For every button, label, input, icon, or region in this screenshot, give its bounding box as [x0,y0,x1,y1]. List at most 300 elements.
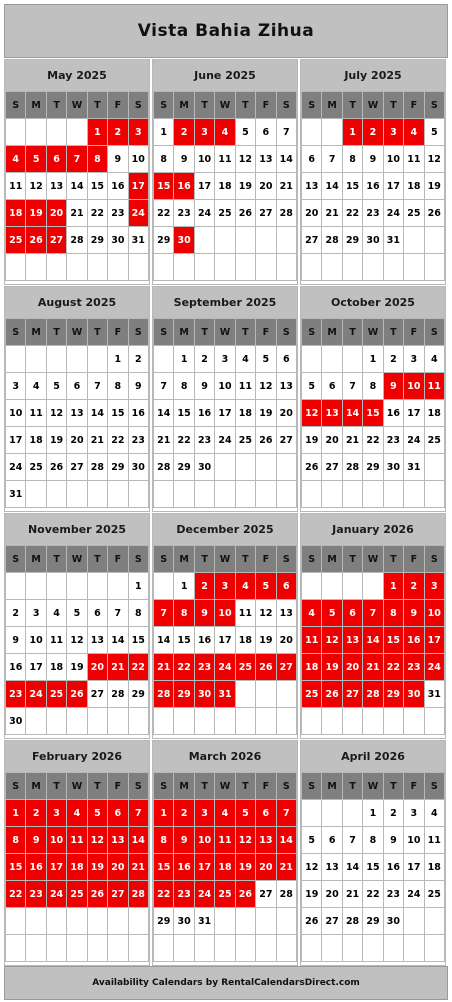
day-cell: 16 [108,173,128,200]
weekday-header: T [194,773,214,800]
day-cell-empty [404,481,424,508]
day-cell-empty [87,573,107,600]
day-cell-booked: 25 [215,881,235,908]
weekday-header: M [174,92,194,119]
day-cell-empty [322,935,342,962]
month-table [5,545,149,735]
weekday-header: T [87,319,107,346]
month-table [153,91,297,281]
day-cell: 19 [302,427,322,454]
day-cell-booked: 18 [302,654,322,681]
day-cell: 7 [108,600,128,627]
day-cell-booked: 3 [46,800,66,827]
day-cell: 7 [154,373,174,400]
day-cell-empty [424,935,444,962]
day-cell: 22 [363,427,383,454]
weekday-header: S [154,319,174,346]
day-cell: 13 [276,600,296,627]
day-cell-booked: 6 [108,800,128,827]
day-cell: 1 [363,346,383,373]
day-cell-booked: 25 [235,654,255,681]
weekday-header: F [256,546,276,573]
day-cell: 26 [302,454,322,481]
day-cell-booked: 12 [235,827,255,854]
month-table [301,772,445,962]
weekday-header: S [276,319,296,346]
day-cell-booked: 22 [6,881,26,908]
day-cell-booked: 3 [215,573,235,600]
day-cell: 15 [174,627,194,654]
day-cell: 26 [46,454,66,481]
weekday-header: S [302,546,322,573]
weekday-header: W [67,319,87,346]
day-cell-empty [87,481,107,508]
day-cell: 1 [154,119,174,146]
month-calendar [300,59,446,285]
day-cell-booked: 18 [6,200,26,227]
day-cell-booked: 15 [154,854,174,881]
day-cell-empty [322,346,342,373]
day-cell: 18 [235,627,255,654]
weekday-header: F [404,546,424,573]
day-cell: 27 [256,881,276,908]
day-cell-empty [128,481,148,508]
day-cell-booked: 30 [194,681,214,708]
day-cell: 8 [363,373,383,400]
day-cell-empty [46,119,66,146]
day-cell-empty [363,254,383,281]
day-cell: 23 [383,427,403,454]
day-cell-empty [215,227,235,254]
day-cell: 12 [256,373,276,400]
day-cell-empty [256,481,276,508]
day-cell: 17 [6,427,26,454]
day-cell: 16 [383,854,403,881]
day-cell: 7 [342,373,362,400]
weekday-header: F [256,319,276,346]
day-cell: 6 [256,119,276,146]
weekday-header: F [256,92,276,119]
day-cell: 25 [424,881,444,908]
day-cell-empty [256,681,276,708]
day-cell-booked: 26 [26,227,46,254]
day-cell-empty [424,227,444,254]
weekday-header: T [342,773,362,800]
day-cell-booked: 21 [128,854,148,881]
footer-credit[interactable]: Availability Calendars by RentalCalendarsDirect.com [4,966,448,1000]
day-cell-booked: 23 [26,881,46,908]
day-cell-empty [424,454,444,481]
day-cell-empty [87,254,107,281]
day-cell: 4 [424,346,444,373]
day-cell-empty [26,908,46,935]
day-cell-empty [108,908,128,935]
day-cell: 31 [194,908,214,935]
day-cell: 8 [363,827,383,854]
day-cell-booked: 11 [67,827,87,854]
day-cell-empty [256,227,276,254]
day-cell-empty [6,573,26,600]
day-cell-empty [87,346,107,373]
day-cell-booked: 16 [404,627,424,654]
day-cell-empty [26,708,46,735]
weekday-header: W [215,773,235,800]
day-cell-booked: 22 [174,654,194,681]
day-cell: 7 [322,146,342,173]
day-cell: 14 [322,173,342,200]
day-cell: 30 [174,908,194,935]
day-cell: 15 [108,400,128,427]
weekday-header: T [194,319,214,346]
day-cell: 12 [302,854,322,881]
day-cell: 23 [174,200,194,227]
day-cell-booked: 4 [6,146,26,173]
day-cell-booked: 17 [194,854,214,881]
day-cell: 9 [194,373,214,400]
day-cell-booked: 18 [67,854,87,881]
day-cell: 20 [67,427,87,454]
day-cell-booked: 19 [87,854,107,881]
day-cell: 22 [174,427,194,454]
month-title: April 2026 [301,741,445,772]
weekday-header: W [363,546,383,573]
day-cell-booked: 9 [383,373,403,400]
weekday-header: T [46,546,66,573]
day-cell-empty [6,346,26,373]
weekday-header: W [363,773,383,800]
weekday-header: S [154,92,174,119]
day-cell: 4 [46,600,66,627]
day-cell: 13 [276,373,296,400]
weekday-header: F [108,92,128,119]
day-cell-empty [276,681,296,708]
day-cell-booked: 24 [128,200,148,227]
weekday-header: S [302,319,322,346]
day-cell-empty [302,119,322,146]
day-cell-empty [67,119,87,146]
day-cell-empty [108,481,128,508]
day-cell: 30 [194,454,214,481]
weekday-header: W [67,546,87,573]
day-cell: 14 [67,173,87,200]
weekday-header: M [322,92,342,119]
day-cell: 10 [194,146,214,173]
day-cell-booked: 26 [235,881,255,908]
month-table [153,545,297,735]
weekday-header: M [26,546,46,573]
day-cell: 21 [276,173,296,200]
day-cell: 19 [67,654,87,681]
day-cell: 27 [87,681,107,708]
weekday-header: T [46,319,66,346]
day-cell-empty [194,227,214,254]
day-cell: 8 [108,373,128,400]
weekday-header: T [46,92,66,119]
day-cell: 10 [215,373,235,400]
day-cell-booked: 3 [194,800,214,827]
day-cell: 2 [6,600,26,627]
day-cell: 12 [67,627,87,654]
day-cell-booked: 20 [256,854,276,881]
day-cell: 5 [302,373,322,400]
day-cell-empty [26,573,46,600]
weekday-header: S [6,773,26,800]
weekday-header: F [404,92,424,119]
day-cell-booked: 1 [383,573,403,600]
weekday-header: S [424,92,444,119]
day-cell-empty [67,481,87,508]
day-cell-booked: 25 [302,681,322,708]
day-cell: 18 [235,400,255,427]
day-cell-empty [67,573,87,600]
day-cell: 12 [26,173,46,200]
day-cell-booked: 26 [67,681,87,708]
day-cell-booked: 12 [322,627,342,654]
day-cell: 17 [26,654,46,681]
day-cell: 14 [276,146,296,173]
day-cell-empty [424,708,444,735]
day-cell-booked: 21 [108,654,128,681]
page-title: Vista Bahia Zihua [4,4,448,58]
day-cell-booked: 14 [276,827,296,854]
day-cell-empty [174,481,194,508]
day-cell-empty [363,935,383,962]
day-cell: 1 [174,346,194,373]
day-cell-booked: 20 [108,854,128,881]
day-cell-booked: 28 [363,681,383,708]
day-cell-empty [342,254,362,281]
day-cell: 1 [363,800,383,827]
day-cell: 25 [215,200,235,227]
day-cell: 5 [424,119,444,146]
day-cell: 12 [235,146,255,173]
day-cell: 21 [342,881,362,908]
day-cell: 7 [342,827,362,854]
month-table [153,772,297,962]
day-cell: 2 [194,346,214,373]
day-cell-empty [26,254,46,281]
day-cell-booked: 10 [46,827,66,854]
month-title: March 2026 [153,741,297,772]
day-cell: 5 [67,600,87,627]
day-cell-empty [194,481,214,508]
day-cell-empty [6,254,26,281]
day-cell-empty [67,254,87,281]
day-cell-empty [322,800,342,827]
day-cell: 22 [108,427,128,454]
month-calendar [4,740,150,966]
day-cell: 24 [6,454,26,481]
day-cell-empty [235,681,255,708]
day-cell: 29 [154,908,174,935]
day-cell-booked: 23 [6,681,26,708]
day-cell-booked: 20 [342,654,362,681]
day-cell: 16 [6,654,26,681]
day-cell-booked: 23 [194,654,214,681]
day-cell-empty [26,935,46,962]
weekday-header: W [67,92,87,119]
day-cell: 6 [87,600,107,627]
day-cell-empty [154,346,174,373]
weekday-header: M [174,773,194,800]
day-cell-booked: 15 [383,627,403,654]
day-cell: 31 [6,481,26,508]
weekday-header: T [235,546,255,573]
day-cell-empty [46,254,66,281]
day-cell-booked: 10 [404,373,424,400]
day-cell: 1 [108,346,128,373]
weekday-header: S [302,92,322,119]
day-cell-booked: 17 [128,173,148,200]
day-cell-empty [26,346,46,373]
day-cell-empty [6,119,26,146]
day-cell-booked: 1 [6,800,26,827]
day-cell-booked: 5 [235,800,255,827]
day-cell: 30 [128,454,148,481]
day-cell-empty [108,573,128,600]
day-cell: 29 [363,454,383,481]
weekday-header: M [174,319,194,346]
day-cell-booked: 1 [154,800,174,827]
day-cell: 28 [276,881,296,908]
day-cell-booked: 30 [404,681,424,708]
month-title: June 2025 [153,60,297,91]
day-cell-booked: 3 [383,119,403,146]
day-cell-empty [215,481,235,508]
day-cell-booked: 12 [302,400,322,427]
day-cell-empty [235,935,255,962]
day-cell-empty [256,908,276,935]
day-cell-empty [46,708,66,735]
day-cell: 8 [154,146,174,173]
day-cell-empty [46,573,66,600]
month-title: February 2026 [5,741,149,772]
day-cell-booked: 27 [108,881,128,908]
day-cell: 1 [174,573,194,600]
day-cell: 20 [302,200,322,227]
day-cell-booked: 1 [342,119,362,146]
day-cell-empty [404,254,424,281]
day-cell-empty [424,254,444,281]
day-cell-booked: 23 [404,654,424,681]
weekday-header: S [6,92,26,119]
day-cell: 16 [128,400,148,427]
month-table [301,91,445,281]
day-cell: 25 [404,200,424,227]
weekday-header: T [87,773,107,800]
day-cell-empty [46,481,66,508]
day-cell-empty [302,800,322,827]
day-cell: 29 [363,908,383,935]
day-cell-booked: 5 [256,573,276,600]
day-cell-empty [342,708,362,735]
day-cell-empty [322,573,342,600]
day-cell: 30 [383,908,403,935]
day-cell: 18 [26,427,46,454]
day-cell: 20 [276,400,296,427]
day-cell: 11 [404,146,424,173]
day-cell: 13 [322,854,342,881]
day-cell-empty [154,481,174,508]
day-cell-booked: 2 [363,119,383,146]
weekday-header: T [342,319,362,346]
day-cell: 17 [383,173,403,200]
weekday-header: F [256,773,276,800]
day-cell: 6 [276,346,296,373]
day-cell-booked: 9 [174,827,194,854]
month-title: August 2025 [5,287,149,318]
weekday-header: S [302,773,322,800]
day-cell: 29 [174,454,194,481]
weekday-header: S [424,773,444,800]
weekday-header: S [6,319,26,346]
day-cell-empty [235,908,255,935]
day-cell-booked: 9 [404,600,424,627]
weekday-header: T [235,773,255,800]
day-cell: 29 [108,454,128,481]
day-cell-booked: 13 [108,827,128,854]
day-cell-empty [26,481,46,508]
day-cell-empty [302,708,322,735]
day-cell-booked: 19 [322,654,342,681]
day-cell: 19 [256,627,276,654]
weekday-header: T [383,773,403,800]
day-cell: 17 [404,854,424,881]
day-cell: 21 [67,200,87,227]
day-cell: 27 [67,454,87,481]
day-cell-booked: 13 [256,827,276,854]
day-cell: 5 [302,827,322,854]
day-cell-booked: 18 [215,854,235,881]
day-cell-booked: 29 [174,681,194,708]
day-cell-empty [276,908,296,935]
day-cell-empty [215,708,235,735]
day-cell: 3 [215,346,235,373]
weekday-header: S [128,92,148,119]
day-cell-empty [302,481,322,508]
day-cell: 13 [87,627,107,654]
day-cell: 2 [383,346,403,373]
day-cell-empty [302,935,322,962]
day-cell: 10 [6,400,26,427]
weekday-header: S [128,319,148,346]
day-cell-empty [302,346,322,373]
day-cell: 8 [128,600,148,627]
day-cell: 11 [6,173,26,200]
day-cell: 18 [215,173,235,200]
weekday-header: T [194,92,214,119]
day-cell-booked: 25 [6,227,26,254]
day-cell: 28 [276,200,296,227]
day-cell-booked: 4 [302,600,322,627]
day-cell-booked: 11 [302,627,322,654]
day-cell: 23 [128,427,148,454]
day-cell-booked: 26 [322,681,342,708]
day-cell: 25 [424,427,444,454]
weekday-header: F [108,773,128,800]
day-cell-empty [424,908,444,935]
day-cell: 21 [87,427,107,454]
weekday-header: F [404,319,424,346]
day-cell: 6 [67,373,87,400]
weekday-header: T [342,546,362,573]
day-cell: 31 [128,227,148,254]
day-cell-booked: 15 [363,400,383,427]
day-cell-booked: 8 [87,146,107,173]
day-cell-booked: 12 [87,827,107,854]
day-cell: 21 [342,427,362,454]
day-cell: 17 [215,400,235,427]
